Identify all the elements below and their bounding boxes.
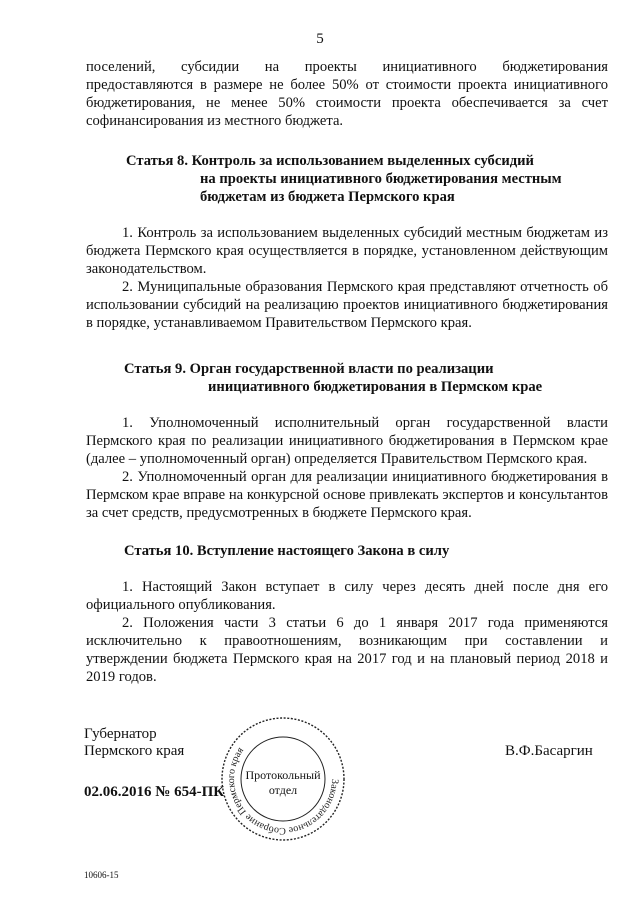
article-8-title-line-1: Статья 8. Контроль за использованием выделенных субсидий — [126, 153, 534, 169]
article-9-paragraph-1: 1. Уполномоченный исполнительный орган государственной власти Пермского края по реализации инициативного бюджетирования в Пермском крае (далее – уполномоченный орган) определяется Правительством Пермского края. — [86, 415, 608, 467]
article-10-paragraph-1: 1. Настоящий Закон вступает в силу через десять дней после дня его официального опубликования. — [86, 579, 608, 613]
page-number: 5 — [316, 31, 324, 47]
intro-paragraph: поселений, субсидии на проекты инициативного бюджетирования предоставляются в размере не более 50% от стоимости проекта инициативного бюджетирования, не менее 50% стоимости проекта обеспечивается за счет софинансирования из местного бюджета. — [86, 59, 608, 129]
article-8-title-line-2: на проекты инициативного бюджетирования местным — [200, 171, 562, 187]
position-line-1: Губернатор — [84, 726, 157, 742]
date-and-number: 02.06.2016 № 654-ПК — [84, 784, 225, 800]
article-8-paragraph-2: 2. Муниципальные образования Пермского края представляют отчетность об использовании субсидий на реализацию проектов инициативного бюджетирования в порядке, устанавливаемом Правительством Пермского края. — [86, 279, 608, 331]
signatory-position — [84, 726, 184, 760]
stamp-center-line-1: Протокольный — [245, 768, 321, 782]
article-9-heading — [86, 360, 608, 396]
article-9-title-line-2: инициативного бюджетирования в Пермском крае — [208, 379, 543, 395]
signatory-name: В.Ф.Басаргин — [505, 743, 593, 759]
stamp-ring-text: Законодательное Собрание Пермского края — [225, 745, 341, 837]
article-8-paragraph-1: 1. Контроль за использованием выделенных субсидий местным бюджетам из бюджета Пермского края осуществляется в порядке, установленном действующим законодательством. — [86, 225, 608, 277]
article-10-heading: Статья 10. Вступление настоящего Закона в силу — [124, 543, 450, 559]
article-10-paragraph-2: 2. Положения части 3 статьи 6 до 1 января 2017 года применяются исключительно к правоотношениям, возникающим при составлении и утверждении бюджета Пермского края на 2017 год и на плановый период 2018 и 2019 годов. — [86, 615, 608, 685]
document-body — [86, 58, 608, 686]
position-line-2: Пермского края — [84, 743, 185, 759]
article-8-heading — [86, 152, 608, 206]
document-code: 10606-15 — [84, 870, 119, 880]
stamp-seal — [220, 716, 346, 842]
article-8-title-line-3: бюджетам из бюджета Пермского края — [200, 189, 455, 205]
stamp-center-line-2: отдел — [268, 783, 298, 797]
article-9-title-line-1: Статья 9. Орган государственной власти по реализации — [124, 361, 494, 377]
article-9-paragraph-2: 2. Уполномоченный орган для реализации инициативного бюджетирования в Пермском крае вправе на конкурсной основе привлекать экспертов и консультантов за счет средств, предусмотренных в бюджете Пермского края. — [86, 469, 608, 521]
